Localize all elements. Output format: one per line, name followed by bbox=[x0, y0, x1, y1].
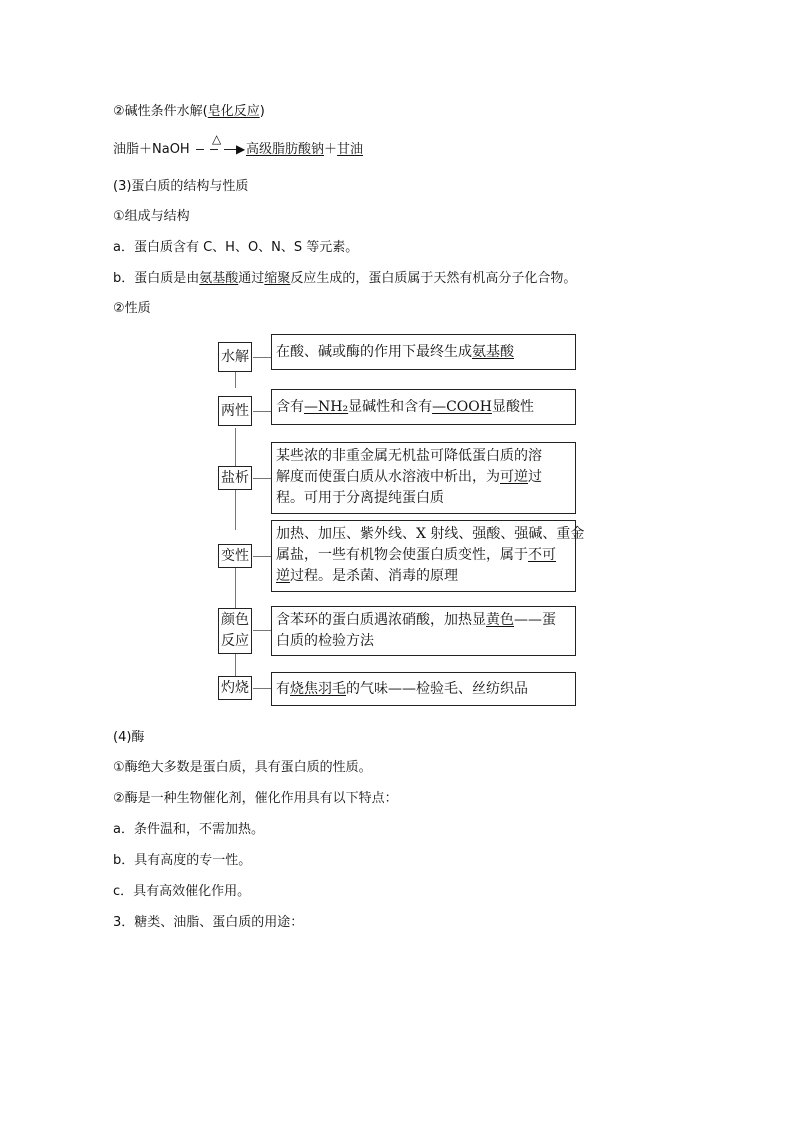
connector-line bbox=[253, 630, 271, 631]
uses-heading: 3．糖类、油脂、蛋白质的用途： bbox=[113, 915, 304, 930]
properties-heading: ②性质 bbox=[113, 301, 151, 316]
formation-mid: 通过 bbox=[238, 271, 265, 286]
alkaline-suffix: ) bbox=[259, 104, 265, 119]
hydrolysis-box bbox=[271, 334, 576, 370]
enzyme-line-2: ②酶是一种生物催化剂，催化作用具有以下特点： bbox=[113, 791, 398, 806]
salting-out-box bbox=[271, 442, 576, 514]
elements-line: a．蛋白质含有 C、H、O、N、S 等元素。 bbox=[113, 240, 359, 255]
color-reaction-line: 白质的检验方法 bbox=[276, 633, 374, 649]
burning-box bbox=[271, 672, 576, 706]
heat-condition-icon: △ bbox=[212, 132, 222, 146]
label-salting-out: 盐析 bbox=[218, 466, 252, 490]
connector-line bbox=[253, 478, 271, 479]
color-reaction-line bbox=[276, 610, 571, 631]
amphoteric-text: 显碱性和含有 bbox=[348, 399, 433, 415]
arrow-head-icon: ▶ bbox=[236, 142, 246, 156]
burning-text: 的气味——检验毛、丝纺织品 bbox=[346, 681, 528, 697]
salting-out-text: 解度而使蛋白质从水溶液中析出，为 bbox=[276, 469, 500, 485]
amphoteric-box bbox=[271, 389, 576, 425]
label-burning: 灼烧 bbox=[218, 676, 252, 700]
yellow-term: 黄色 bbox=[486, 612, 514, 628]
color-reaction-text: ——蛋 bbox=[514, 612, 556, 628]
alkaline-prefix: ②碱性条件水解( bbox=[113, 104, 208, 119]
polycondensation-term: 缩聚 bbox=[264, 271, 291, 286]
label-color-reaction bbox=[218, 608, 252, 654]
enzyme-feature-a: a．条件温和，不需加热。 bbox=[113, 822, 264, 837]
equation-reactant bbox=[113, 141, 190, 159]
salting-out-line: 某些浓的非重金属无机盐可降低蛋白质的溶 bbox=[276, 448, 542, 464]
enzyme-feature-c: c．具有高效催化作用。 bbox=[113, 884, 251, 899]
arrow-dash bbox=[210, 149, 218, 150]
color-reaction-text: 含苯环的蛋白质遇浓硝酸，加热显 bbox=[276, 612, 486, 628]
burning-text: 有 bbox=[276, 681, 290, 697]
label-hydrolysis: 水解 bbox=[218, 342, 252, 372]
composition-heading: ①组成与结构 bbox=[113, 209, 190, 224]
hydrolysis-amino-acid-term: 氨基酸 bbox=[472, 344, 514, 360]
label-amphoteric: 两性 bbox=[218, 396, 252, 426]
formation-line bbox=[113, 270, 576, 288]
carboxyl-group-term: —COOH bbox=[432, 399, 492, 415]
connector-line bbox=[253, 688, 271, 689]
protein-properties-diagram bbox=[218, 334, 585, 714]
salting-out-line bbox=[276, 467, 571, 488]
heat-arrow bbox=[196, 133, 246, 163]
saponification-term: 皂化反应 bbox=[207, 104, 260, 119]
label-reaction-line: 反应 bbox=[221, 633, 249, 649]
reactant-text: 油脂＋NaOH bbox=[113, 142, 190, 157]
connector-line bbox=[235, 654, 236, 676]
connector-line bbox=[253, 556, 271, 557]
enzyme-line-1: ①酶绝大多数是蛋白质，具有蛋白质的性质。 bbox=[113, 760, 372, 775]
irreversible-term-cont: 逆 bbox=[276, 568, 290, 584]
product-glycerol: 甘油 bbox=[337, 142, 364, 157]
denaturation-line bbox=[276, 545, 571, 566]
formation-prefix: b．蛋白质是由 bbox=[113, 271, 200, 286]
reversible-term: 可逆 bbox=[500, 469, 528, 485]
denaturation-line: 加热、加压、紫外线、X 射线、强酸、强碱、重金 bbox=[276, 526, 585, 542]
equation-products bbox=[246, 141, 363, 159]
hydrolysis-text: 在酸、碱或酶的作用下最终生成 bbox=[276, 344, 472, 360]
burnt-feather-term: 烧焦羽毛 bbox=[290, 681, 346, 697]
denaturation-text: 属盐，一些有机物会使蛋白质变性，属于 bbox=[276, 547, 528, 563]
denaturation-line bbox=[276, 566, 571, 587]
amphoteric-text: 显酸性 bbox=[491, 399, 534, 415]
amino-group-term: —NH₂ bbox=[304, 399, 349, 415]
label-denaturation: 变性 bbox=[218, 544, 252, 568]
product-soap: 高级脂肪酸钠 bbox=[246, 142, 325, 157]
connector-line bbox=[235, 372, 236, 388]
connector-line bbox=[253, 411, 271, 412]
color-reaction-box bbox=[271, 606, 576, 656]
enzyme-heading: (4)酶 bbox=[113, 730, 145, 745]
salting-out-line: 程。可用于分离提纯蛋白质 bbox=[276, 490, 444, 506]
alkaline-hydrolysis-heading bbox=[113, 103, 265, 121]
connector-line bbox=[235, 490, 236, 530]
protein-heading: (3)蛋白质的结构与性质 bbox=[113, 179, 249, 194]
formation-suffix: 反应生成的，蛋白质属于天然有机高分子化合物。 bbox=[290, 271, 577, 286]
connector-line bbox=[235, 428, 236, 466]
enzyme-feature-b: b．具有高度的专一性。 bbox=[113, 853, 252, 868]
label-color-line: 颜色 bbox=[221, 612, 249, 628]
connector-line bbox=[253, 357, 271, 358]
denaturation-box bbox=[271, 520, 585, 592]
amphoteric-text: 含有 bbox=[276, 399, 304, 415]
salting-out-text: 过 bbox=[528, 469, 542, 485]
amino-acid-term: 氨基酸 bbox=[199, 271, 239, 286]
arrow-dash bbox=[196, 149, 204, 150]
connector-line bbox=[235, 568, 236, 608]
plus-sign: ＋ bbox=[324, 142, 338, 157]
irreversible-term: 不可 bbox=[528, 547, 556, 563]
denaturation-text: 过程。是杀菌、消毒的原理 bbox=[290, 568, 458, 584]
